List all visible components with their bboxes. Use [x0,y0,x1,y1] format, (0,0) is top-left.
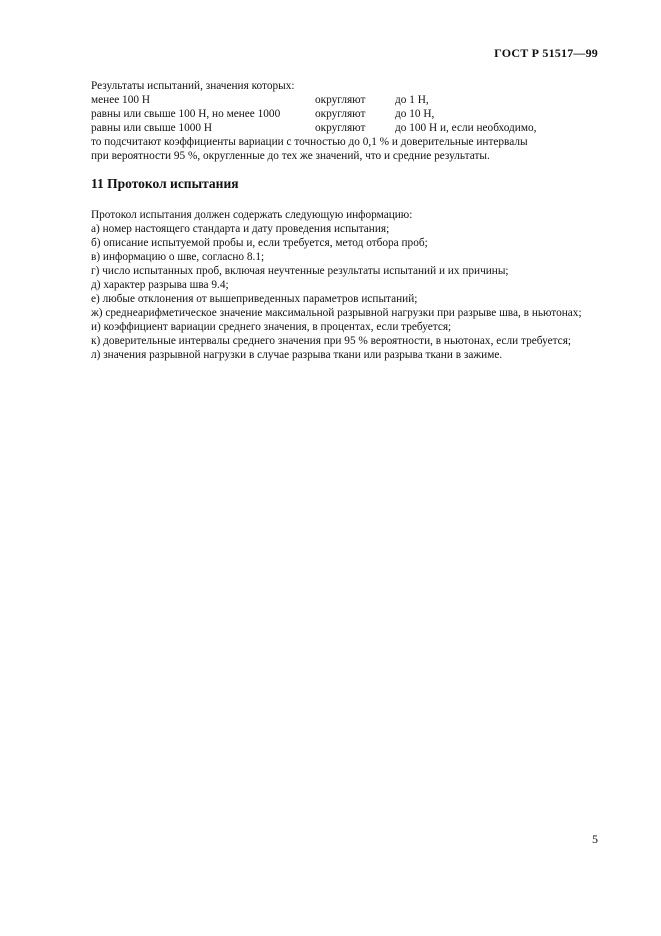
protocol-item: а) номер настоящего стандарта и дату проведения испытания; [91,223,390,235]
protocol-item: ж) среднеарифметическое значение максимальной разрывной нагрузки при разрыве шва, в ньютонах; [91,307,582,319]
rounding-verb: округляют [315,122,366,134]
page-number: 5 [592,832,598,846]
protocol-item: к) доверительные интервалы среднего значения при 95 % вероятности, в ньютонах, если требуется; [91,335,572,347]
rounding-verb: округляют [315,94,366,106]
protocol-intro: Протокол испытания должен содержать следующую информацию: [91,209,413,221]
rounding-condition: равны или свыше 100 Н, но менее 1000 [91,108,281,120]
document-header: ГОСТ Р 51517—99 [494,46,598,60]
protocol-item: в) информацию о шве, согласно 8.1; [91,251,265,263]
rounding-result: до 100 Н и, если необходимо, [395,122,537,134]
protocol-item: г) число испытанных проб, включая неучтенные результаты испытаний и их причины; [91,265,509,277]
rounding-row [91,107,601,121]
rounding-continuation: при вероятности 95 %, округленные до тех же значений, что и средние результаты. [91,150,490,162]
rounding-row [91,93,601,107]
rounding-result: до 1 Н, [395,94,429,106]
rounding-row [91,121,601,135]
protocol-item: д) характер разрыва шва 9.4; [91,279,229,291]
protocol-item: е) любые отклонения от вышеприведенных параметров испытаний; [91,293,418,305]
rounding-rules [91,79,601,163]
rounding-intro: Результаты испытаний, значения которых: [91,80,295,92]
protocol-item: б) описание испытуемой пробы и, если требуется, метод отбора проб; [91,237,428,249]
rounding-condition: равны или свыше 1000 Н [91,122,213,134]
protocol-item: л) значения разрывной нагрузки в случае разрыва ткани или разрыва ткани в зажиме. [91,349,503,361]
protocol-requirements [63,208,600,362]
rounding-result: до 10 Н, [395,108,435,120]
rounding-condition: менее 100 Н [91,94,150,106]
protocol-item: и) коэффициент вариации среднего значения, в процентах, если требуется; [91,321,452,333]
rounding-continuation: то подсчитают коэффициенты вариации с точностью до 0,1 % и доверительные интервалы [91,136,528,148]
section-title: 11 Протокол испытания [91,176,239,191]
rounding-verb: округляют [315,108,366,120]
